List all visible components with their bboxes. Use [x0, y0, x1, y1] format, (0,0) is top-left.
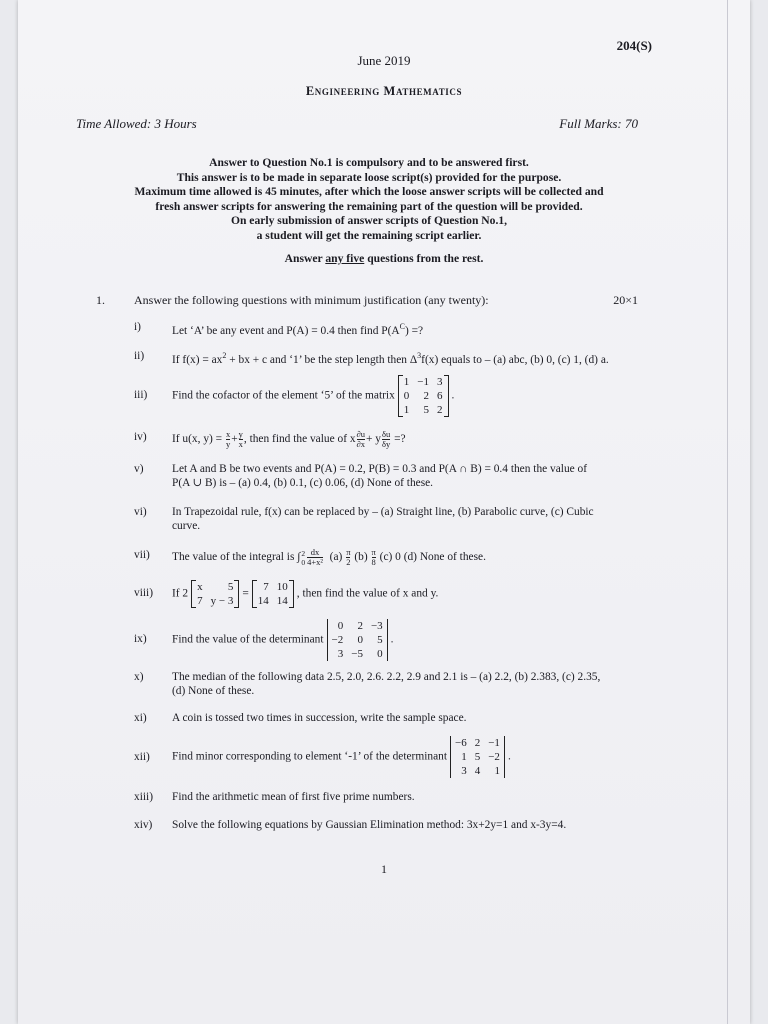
matrix-cell: 6 [437, 390, 443, 402]
exam-meta-row [76, 116, 638, 132]
instruction-line: On early submission of answer scripts of Question No.1, [230, 214, 508, 228]
matrix-cell: 3 [437, 376, 443, 388]
item-xi: xi) A coin is tossed two times in succession, write the sample space. [134, 712, 467, 724]
matrix-row [400, 403, 447, 417]
matrix-cell: 0 [357, 634, 363, 646]
matrix-cell: 0 [377, 648, 383, 660]
instruction-line: a student will get the remaining script earlier. [256, 228, 482, 242]
instructions [78, 156, 660, 244]
matrix-row [451, 750, 505, 764]
question-marks: 20×1 [613, 293, 638, 307]
question-1 [96, 293, 638, 308]
matrix-row [400, 375, 447, 389]
item-iii: iii) Find the cofactor of the element ‘5’ of the matrix 1 −1 3 0 2 6 1 5 2 . [134, 376, 455, 416]
matrix-cell: 1 [403, 376, 410, 388]
matrix-row [451, 764, 505, 778]
matrix-left [191, 580, 239, 608]
item-vi: vi) In Trapezoidal rule, f(x) can be replaced by – (a) Straight line, (b) Parabolic curve, (c) Cubic curve. [134, 506, 594, 532]
item-xiv: xiv) Solve the following equations by Gaussian Elimination method: 3x+2y=1 and x-3y=4. [134, 819, 567, 831]
instruction-line: This answer is to be made in separate loose script(s) provided for the purpose. [176, 170, 562, 184]
matrix-cell: 2 [437, 404, 443, 416]
matrix-row [327, 647, 387, 661]
determinant-xii [450, 736, 505, 778]
full-marks: Full Marks: 70 [559, 116, 638, 131]
matrix-row [327, 619, 387, 633]
matrix-cell: 7 [197, 595, 203, 607]
underlined-any-five: any five [325, 252, 365, 265]
matrix-row [327, 633, 387, 647]
instruction-line: Answer to Question No.1 is compulsory and to be answered first. [209, 156, 529, 169]
item-vii: vii) The value of the integral is ∫ 2 0 $\frac{dx}{\text{4+x²}}$ (a) $\frac{\pi}{2}$ (b) $\frac{\pi}{8}$ (c) 0 (d) None of these. [134, 547, 486, 567]
matrix-cell: 5 [227, 581, 234, 593]
matrix-row [400, 389, 447, 403]
exam-date: June 2019 [357, 53, 411, 68]
matrix-cell: 10 [276, 581, 288, 593]
item-xii: xii) Find minor corresponding to element ‘-1’ of the determinant −6 2 −1 1 5 −2 3 4 1 . [134, 737, 511, 777]
matrix-cell: 14 [257, 595, 269, 607]
matrix-cell: 2 [423, 390, 429, 402]
matrix-cell: −1 [488, 737, 500, 749]
matrix-cell: −2 [488, 751, 500, 763]
matrix-cell: 1 [494, 765, 500, 777]
item-x: x) The median of the following data 2.5, 2.0, 2.6. 2.2, 2.9 and 2.1 is – (a) 2.2, (b) 2.383, (c) 2.35, (d) None of these. [134, 671, 601, 697]
item-xiii: xiii) Find the arithmetic mean of first five prime numbers. [134, 791, 415, 803]
determinant-ix [327, 619, 388, 661]
matrix-cell: x [197, 581, 203, 593]
matrix-cell: 3 [461, 765, 467, 777]
matrix-cell: −5 [351, 648, 363, 660]
matrix-cell: 1 [403, 404, 410, 416]
matrix-cell: 2 [357, 620, 363, 632]
time-allowed: Time Allowed: 3 Hours [76, 116, 197, 131]
item-i: i) Let ‘A’ be any event and P(A) = 0.4 then find $P(A^C)$ =? [134, 321, 424, 337]
instruction-line: fresh answer scripts for answering the remaining part of the question will be provided. [155, 199, 583, 213]
item-v: v) Let A and B be two events and P(A) = 0.2, P(B) = 0.3 and P(A ∩ B) = 0.4 then the value of P(A ∪ B) is – (a) 0.4, (b) 0.1, (c) 0.06, (d) None of these. [134, 463, 588, 489]
matrix-cell: 0 [337, 620, 344, 632]
question-text: Answer the following questions with minimum justification (any twenty): [134, 293, 489, 307]
instruction-line: Maximum time allowed is 45 minutes, after which the loose answer scripts will be collected and [134, 185, 604, 199]
matrix-row [193, 580, 237, 594]
matrix-cell: 0 [403, 390, 410, 402]
cofactor-matrix [398, 375, 449, 417]
matrix-cell: 14 [276, 595, 288, 607]
exam-title: Engineering Mathematics [305, 84, 463, 98]
item-ix: ix) Find the value of the determinant 0 2 −3 −2 0 5 3 −5 0 . [134, 620, 394, 660]
matrix-cell: −6 [455, 737, 467, 749]
page-number: 1 [381, 862, 387, 876]
answer-five-instruction: Answer any five questions from the rest. [284, 252, 484, 265]
matrix-cell: 7 [263, 581, 269, 593]
item-iv: iv) If u(x, y) = $\frac{x}{y}$ + $\frac{y}{x}$ , then find the value of x $\frac{\partial u}{\partial x}$ + y $\frac{\delta u}{\delta y}$ =? [134, 429, 406, 449]
matrix-row [254, 594, 292, 608]
matrix-cell: 5 [474, 751, 481, 763]
item-ii: ii) If $f(x) = ax^2$ + bx + c and ‘1’ be the step length then $\Delta^3f(x)$ equals to – (a) abc, (b) 0, (c) 1, (d) a. [134, 350, 609, 366]
matrix-cell: 5 [423, 404, 429, 416]
matrix-right [252, 580, 294, 608]
matrix-cell: y − 3 [210, 595, 234, 607]
exam-page [18, 0, 750, 1024]
matrix-row [193, 594, 237, 608]
matrix-cell: 3 [337, 648, 344, 660]
matrix-row [451, 736, 505, 750]
matrix-cell: 2 [474, 737, 481, 749]
paper-code: 204(S) [616, 38, 652, 53]
matrix-cell: −1 [417, 376, 429, 388]
matrix-row [254, 580, 292, 594]
matrix-cell: 4 [474, 765, 481, 777]
matrix-cell: 1 [461, 751, 467, 763]
matrix-cell: 5 [377, 634, 383, 646]
matrix-cell: −3 [370, 620, 383, 632]
question-number: 1. [96, 293, 105, 307]
matrix-cell: −2 [331, 634, 344, 646]
item-viii: viii) If 2 x 5 7 y − 3 = 7 10 14 14 , then find the value of x and y. [134, 581, 439, 607]
